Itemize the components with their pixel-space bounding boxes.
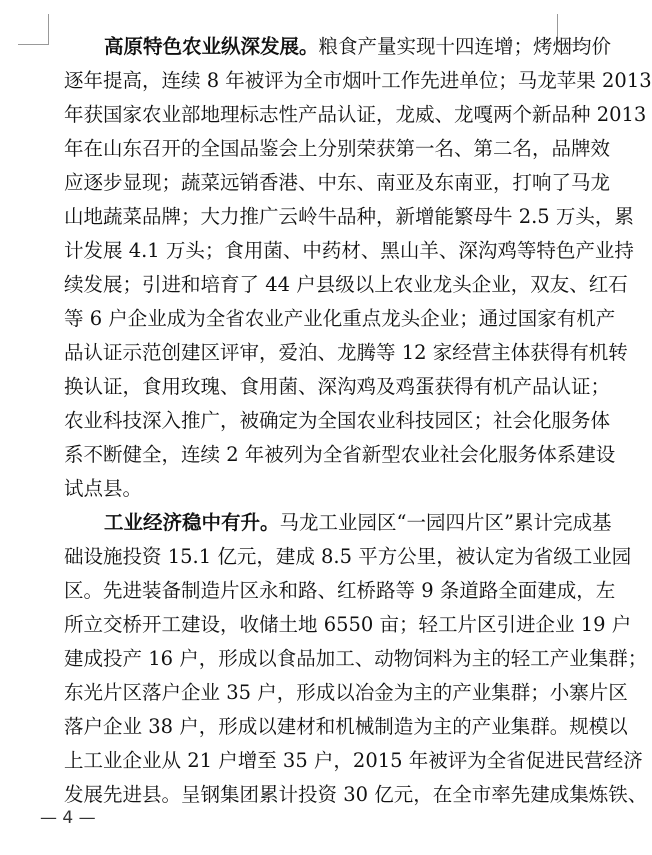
text-line: 逐年提高，连续 8 年被评为全市烟叶工作先进单位；马龙苹果 2013: [64, 69, 652, 92]
paragraph-2-heading: 工业经济稳中有升。: [104, 511, 280, 534]
text-line: 计发展 4.1 万头；食用菌、中药材、黑山羊、深沟鸡等特色产业持: [64, 239, 634, 262]
text-line: 发展先进县。呈钢集团累计投资 30 亿元，在全市率先建成集炼铁、: [64, 783, 648, 806]
text-line: 年在山东召开的全国品鉴会上分别荣获第一名、第二名，品牌效: [64, 137, 611, 160]
document-body: [64, 30, 652, 812]
text-line: 等 6 户企业成为全省农业产业化重点龙头企业；通过国家有机产: [64, 307, 616, 330]
paragraph-1-body: [64, 64, 652, 506]
crop-mark-top-left: [18, 14, 49, 45]
text-line: 落户企业 38 户，形成以建材和机械制造为主的产业集群。规模以: [64, 715, 628, 738]
text-line: 建成投产 16 户，形成以食品加工、动物饲料为主的轻工产业集群；: [64, 647, 648, 670]
text-line: 品认证示范创建区评审，爱泊、龙腾等 12 家经营主体获得有机转: [64, 341, 628, 364]
text-line: 上工业企业从 21 户增至 35 户，2015 年被评为全省促进民营经济: [64, 749, 643, 772]
text-line: 年获国家农业部地理标志性产品认证，龙威、龙嘎两个新品种 2013: [64, 103, 647, 126]
text-line: 换认证，食用玫瑰、食用菌、深沟鸡及鸡蛋获得有机产品认证；: [64, 375, 611, 398]
text-line: 山地蔬菜品牌；大力推广云岭牛品种，新增能繁母牛 2.5 万头，累: [64, 205, 634, 228]
paragraph-2-first-line-text: 马龙工业园区“一园四片区”累计完成基: [279, 511, 612, 534]
text-line: 所立交桥开工建设，收储土地 6550 亩；轻工片区引进企业 19 户: [64, 613, 632, 636]
paragraph-1-first-line: [64, 30, 612, 64]
text-line: 试点县。: [64, 477, 143, 500]
text-line: 东光片区落户企业 35 户，形成以冶金为主的产业集群；小寨片区: [64, 681, 628, 704]
text-line: 区。先进装备制造片区永和路、红桥路等 9 条道路全面建成，左: [64, 579, 616, 602]
page-number: — 4 —: [40, 808, 96, 828]
text-line: 础设施投资 15.1 亿元，建成 8.5 平方公里，被认定为省级工业园: [64, 545, 632, 568]
paragraph-1-first-line-text: 粮食产量实现十四连增；烤烟均价: [318, 35, 612, 58]
text-line: 应逐步显现；蔬菜远销香港、中东、南亚及东南亚，打响了马龙: [64, 171, 611, 194]
text-line: 农业科技深入推广，被确定为全国农业科技园区；社会化服务体: [64, 409, 611, 432]
paragraph-1-heading: 高原特色农业纵深发展。: [104, 35, 319, 58]
text-line: 续发展；引进和培育了 44 户县级以上农业龙头企业，双友、红石: [64, 273, 628, 296]
paragraph-2-body: [64, 540, 648, 812]
paragraph-2-first-line: [64, 506, 612, 540]
text-line: 系不断健全，连续 2 年被列为全省新型农业社会化服务体系建设: [64, 443, 616, 466]
